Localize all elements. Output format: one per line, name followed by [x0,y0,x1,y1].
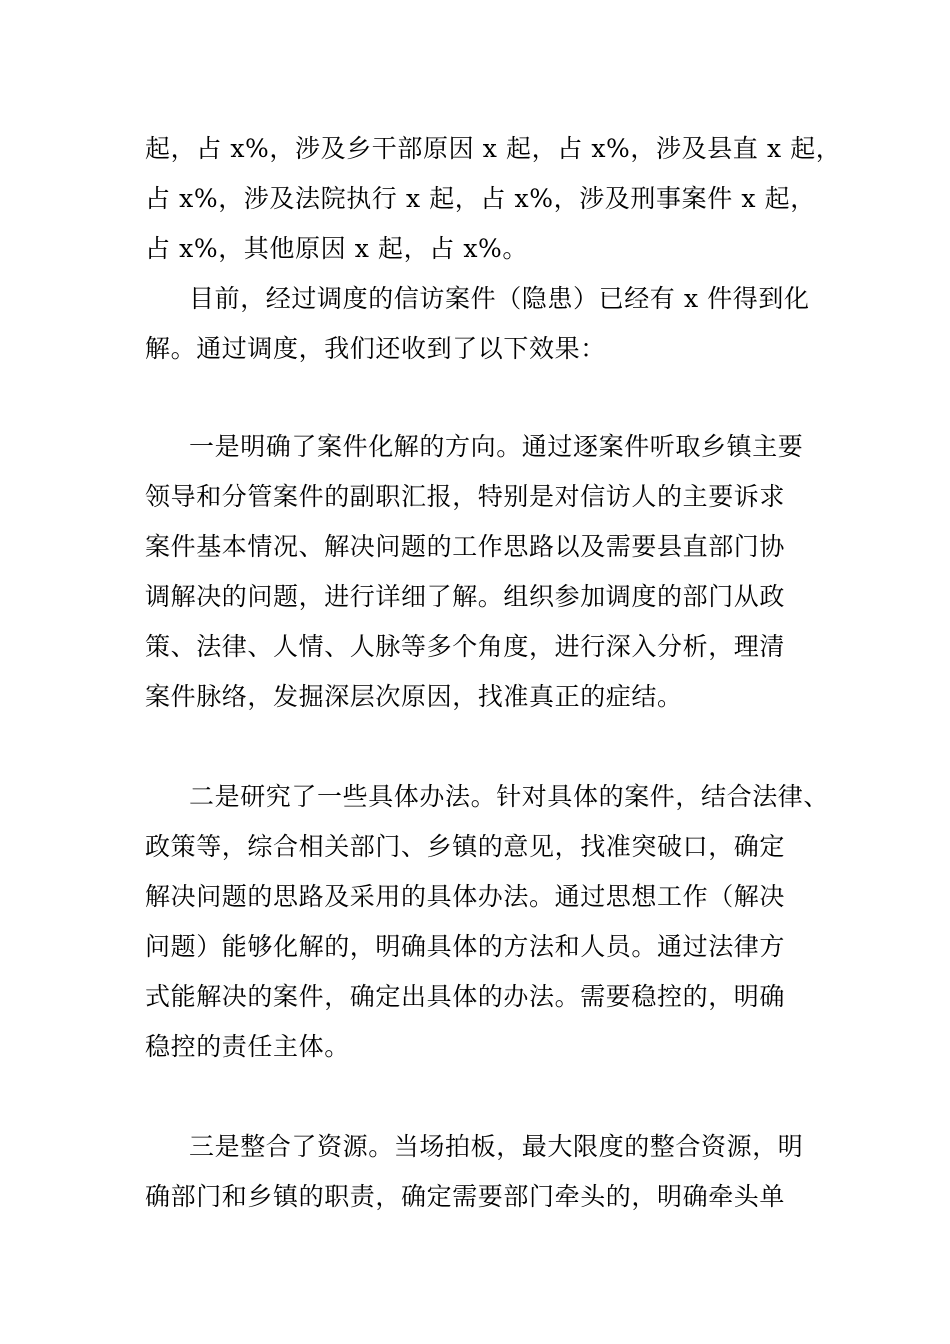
text-line: 领导和分管案件的副职汇报，特别是对信访人的主要诉求 [145,482,786,511]
text-line: 调解决的问题，进行详细了解。组织参加调度的部门从政 [145,582,786,611]
text-line: 案件基本情况、解决问题的工作思路以及需要县直部门协 [145,532,786,561]
paragraph-effect-two [145,772,835,1072]
text-line: 策、法律、人情、人脉等多个角度，进行深入分析，理清 [145,632,786,661]
text-line: 确部门和乡镇的职责，确定需要部门牵头的，明确牵头单 [145,1182,786,1211]
text-line: 二是研究了一些具体办法。针对具体的案件，结合法律、 [189,782,830,811]
text-line: 政策等，综合相关部门、乡镇的意见，找准突破口，确定 [145,832,786,861]
text-line: 问题）能够化解的，明确具体的方法和人员。通过法律方 [145,932,786,961]
text-line: 占 x%，涉及法院执行 x 起，占 x%，涉及刑事案件 x 起， [145,184,816,213]
text-line: 式能解决的案件，确定出具体的办法。需要稳控的，明确 [145,982,786,1011]
text-line: 一是明确了案件化解的方向。通过逐案件听取乡镇主要 [189,432,804,461]
paragraph-statistics-continued [145,124,842,274]
text-line: 解决问题的思路及采用的具体办法。通过思想工作（解决 [145,882,786,911]
paragraph-effect-one [145,422,835,722]
text-line: 三是整合了资源。当场拍板，最大限度的整合资源，明 [189,1132,804,1161]
text-line: 起，占 x%，涉及乡干部原因 x 起，占 x%，涉及县直 x 起， [145,134,842,163]
text-line: 稳控的责任主体。 [145,1032,350,1061]
paragraph-effect-three [145,1122,835,1222]
text-line: 占 x%，其他原因 x 起，占 x%。 [145,234,528,263]
paragraph-current-status [145,274,835,374]
text-line: 目前，经过调度的信访案件（隐患）已经有 x 件得到化 [189,284,810,313]
text-line: 解。通过调度，我们还收到了以下效果： [145,334,606,363]
text-line: 案件脉络，发掘深层次原因，找准真正的症结。 [145,682,683,711]
